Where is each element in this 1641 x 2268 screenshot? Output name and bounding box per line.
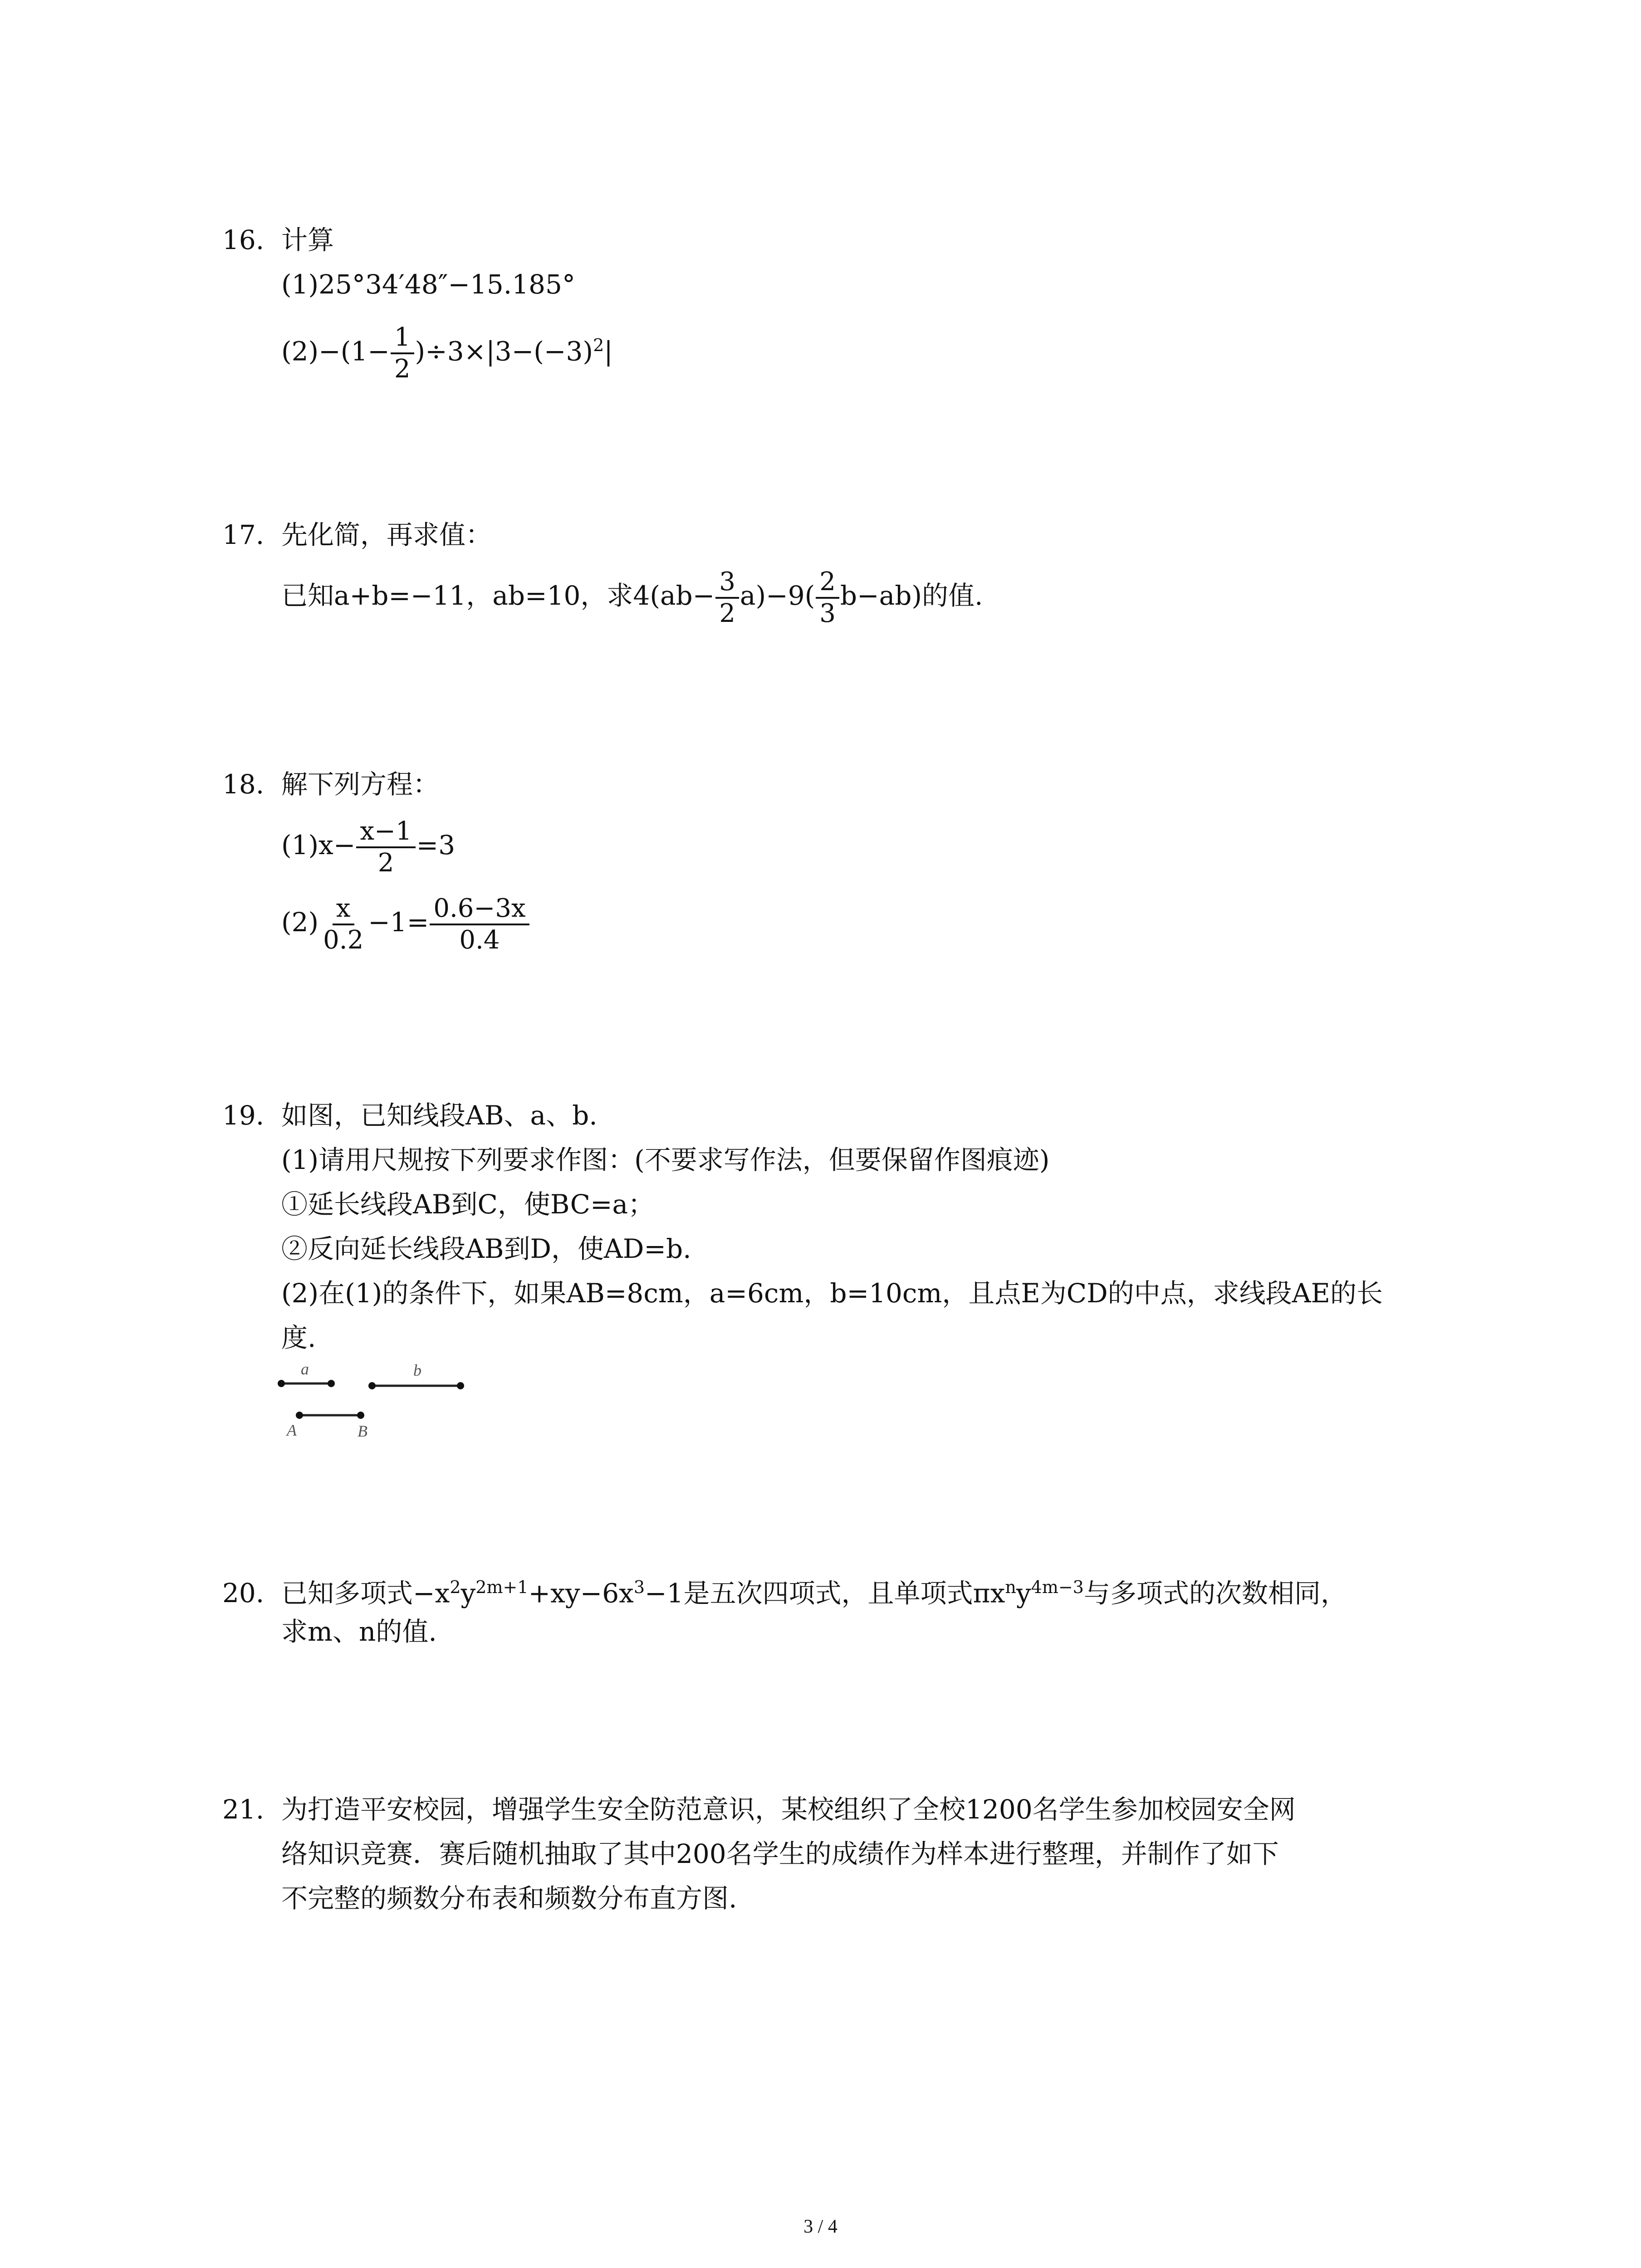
endpoint-dot	[368, 1382, 376, 1389]
question-17	[222, 513, 1447, 634]
step-1: ①延长线段AB到C，使BC=a；	[281, 1189, 655, 1220]
exponent: 4m−3	[1031, 1577, 1084, 1597]
question-text-line-1: 为打造平安校园，增强学生安全防范意识，某校组织了全校1200名学生参加校园安全网	[281, 1794, 1296, 1825]
numerator: x−1	[356, 816, 415, 848]
label-b: b	[413, 1361, 421, 1379]
expr-text: 与多项式的次数相同，	[1083, 1578, 1347, 1609]
denominator: 0.4	[459, 925, 500, 955]
fraction	[816, 567, 839, 629]
expr-text: |	[604, 336, 613, 367]
fraction	[356, 816, 415, 878]
expr-text: (2)−(1−	[281, 336, 390, 367]
exponent: 2	[593, 335, 604, 355]
question-number: 19.	[222, 1100, 265, 1131]
expr-text: y	[460, 1578, 476, 1609]
expr-text: b−ab)的值.	[840, 580, 983, 611]
given-line	[222, 557, 1447, 634]
label-a: a	[301, 1360, 309, 1378]
part-2	[222, 307, 1447, 384]
equation-1	[222, 807, 1447, 884]
fraction	[391, 323, 414, 384]
part-1: (1)25°34′48″−15.185°	[281, 269, 575, 300]
question-18	[222, 762, 1447, 961]
denominator: 2	[719, 598, 735, 628]
expr-text: (2)	[281, 907, 319, 938]
expr-text: −1=	[368, 907, 429, 938]
point-a-dot	[296, 1412, 303, 1419]
numerator: 3	[715, 567, 739, 599]
part-2: (2)在(1)的条件下，如果AB=8cm，a=6cm，b=10cm，且点E为CD的中点，求线段AE的长	[281, 1278, 1383, 1309]
exponent: 3	[633, 1577, 645, 1597]
exponent: n	[1005, 1577, 1016, 1597]
denominator: 0.2	[323, 925, 364, 955]
question-title: 先化简，再求值：	[281, 519, 492, 550]
equation-2	[222, 884, 1447, 961]
question-number: 18.	[222, 769, 265, 800]
denominator: 2	[394, 354, 411, 384]
exponent: 2m+1	[475, 1577, 529, 1597]
endpoint-dot	[328, 1380, 335, 1387]
endpoint-dot	[278, 1380, 285, 1387]
expr-text: +xy−6x	[528, 1578, 634, 1609]
fraction	[430, 894, 529, 955]
numerator: 2	[816, 567, 839, 599]
fraction	[319, 894, 367, 955]
expr-text: 已知多项式−x	[281, 1578, 450, 1609]
question-number: 21.	[222, 1794, 265, 1825]
question-title: 如图，已知线段AB、a、b.	[281, 1100, 598, 1131]
label-point-a: A	[287, 1421, 297, 1439]
page-number: 3 / 4	[803, 2216, 838, 2237]
question-text-line-3: 不完整的频数分布表和频数分布直方图.	[281, 1883, 737, 1914]
endpoint-dot	[457, 1382, 464, 1389]
point-b-dot	[357, 1412, 364, 1419]
part-1: (1)请用尺规按下列要求作图：(不要求写作法，但要保留作图痕迹)	[281, 1144, 1050, 1175]
segments-figure	[272, 1359, 481, 1449]
part-2-cont: 度.	[281, 1322, 316, 1353]
question-19	[222, 1093, 1447, 1360]
expr-text: )÷3×|3−(−3)	[415, 336, 593, 367]
label-point-b: B	[358, 1422, 367, 1440]
fraction	[715, 567, 739, 629]
question-20	[222, 1565, 1447, 1654]
question-16	[222, 218, 1447, 384]
expr-text: (1)x−	[281, 830, 356, 860]
numerator: 1	[391, 323, 414, 354]
question-number: 20.	[222, 1578, 265, 1609]
question-title: 计算	[281, 225, 334, 255]
question-number: 17.	[222, 519, 265, 550]
numerator: 0.6−3x	[430, 894, 529, 925]
question-number: 16.	[222, 225, 265, 255]
question-21	[222, 1787, 1447, 1921]
expr-text: 已知	[281, 580, 334, 611]
denominator: 2	[377, 848, 394, 878]
expr-text: a)−9(	[740, 580, 815, 611]
question-text-line-2: 络知识竞赛．赛后随机抽取了其中200名学生的成绩作为样本进行整理，并制作了如下	[281, 1838, 1279, 1869]
denominator: 3	[819, 598, 836, 628]
exponent: 2	[450, 1577, 461, 1597]
expr-text: a+b=−11，ab=10，求4(ab−	[334, 580, 715, 611]
question-20-line-2: 求m、n的值.	[281, 1616, 437, 1647]
expr-text: y	[1016, 1578, 1031, 1609]
numerator: x	[333, 894, 354, 925]
expr-text: =3	[416, 830, 456, 860]
expr-text: −1是五次四项式，且单项式πx	[645, 1578, 1005, 1609]
step-2: ②反向延长线段AB到D，使AD=b.	[281, 1233, 691, 1264]
question-title: 解下列方程：	[281, 769, 440, 800]
